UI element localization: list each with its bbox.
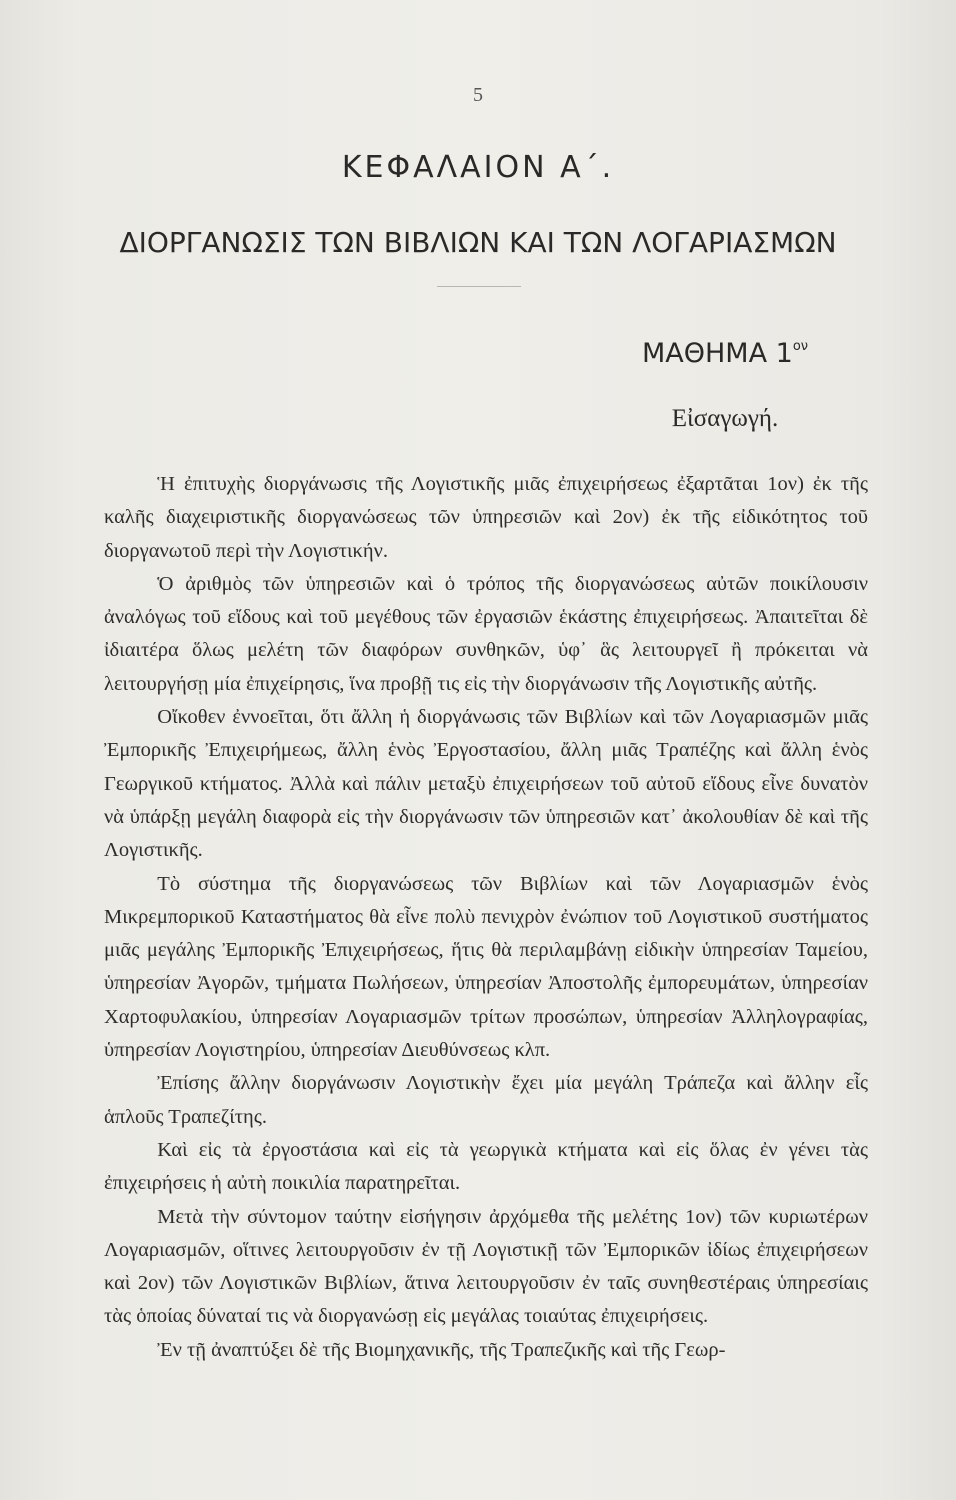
title-divider [437,286,521,287]
lesson-heading [580,338,870,369]
chapter-subtitle: ΔΙΟΡΓΑΝΩΣΙΣ ΤΩΝ ΒΙΒΛΙΩΝ ΚΑΙ ΤΩΝ ΛΟΓΑΡΙΑΣΜΩΝ [119,226,837,259]
body-text [104,468,868,1367]
paragraph: Τὸ σύστημα τῆς διοργανώσεως τῶν Βιβλίων καὶ τῶν Λογαριασμῶν ἑνὸς Μικρεμπορικοῦ Καταστήματος θὰ εἶνε πολὺ πενιχρὸν ἐνώπιον τοῦ Λογιστικοῦ συστήματος μιᾶς μεγάλης Ἐμπορικῆς Ἐπιχειρήσεως, ἥτις θὰ περιλαμβάνῃ εἰδικὴν ὑπηρεσίαν Ταμείου, ὑπηρεσίαν Ἀγορῶν, τμήματα Πωλήσεων, ὑπηρεσίαν Ἀποστολῆς ἐμπορευμάτων, ὑπηρεσίαν Χαρτοφυλακίου, ὑπηρεσίαν Λογαριασμῶν τρίτων προσώπων, ὑπηρεσίαν Ἀλληλογραφίας, ὑπηρεσίαν Λογιστηρίου, ὑπηρεσίαν Διευθύνσεως κλπ. [104,872,868,1062]
paragraph: Οἴκοθεν ἐννοεῖται, ὅτι ἄλλη ἡ διοργάνωσις τῶν Βιβλίων καὶ τῶν Λογαριασμῶν μιᾶς Ἐμπορικῆς Ἐπιχειρήμεως, ἄλλη ἑνὸς Ἐργοστασίου, ἄλλη μιᾶς Τραπέζης καὶ ἄλλη ἑνὸς Γεωργικοῦ κτήματος. Ἀλλὰ καὶ πάλιν μεταξὺ ἐπιχειρήσεων τοῦ αὐτοῦ εἴδους εἶνε δυνατὸν νὰ ὑπάρξῃ μεγάλη διαφορὰ εἰς τὴν διοργάνωσιν τῶν ὑπηρεσιῶν κατ᾽ ἀκολουθίαν δὲ καὶ τῆς Λογιστικῆς. [104,706,868,862]
paragraph: Μετὰ τὴν σύντομον ταύτην εἰσήγησιν ἀρχόμεθα τῆς μελέτης 1ον) τῶν κυριωτέρων Λογαριασμῶν, οἵτινες λειτουργοῦσιν ἐν τῇ Λογιστικῇ τῶν Ἐμπορικῶν ἰδίως ἐπιχειρήσεων καὶ 2ον) τῶν Λογιστικῶν Βιβλίων, ἅτινα λειτουργοῦσιν ἐν ταῖς συνηθεστέραις ὑπηρεσίαις τὰς ὁποίας δύναταί τις νὰ διοργανώσῃ εἰς μεγάλας τοιαύτας ἐπιχειρήσεις. [104,1205,868,1328]
paragraph: Καὶ εἰς τὰ ἐργοστάσια καὶ εἰς τὰ γεωργικὰ κτήματα καὶ εἰς ὅλας ἐν γένει τὰς ἐπιχειρήσεις ἡ αὐτὴ ποικιλία παρατηρεῖται. [104,1138,868,1195]
page-number: 5 [473,84,483,106]
paragraph: Ἐν τῇ ἀναπτύξει δὲ τῆς Βιομηχανικῆς, τῆς Τραπεζικῆς καὶ τῆς Γεωρ- [157,1338,726,1361]
paragraph: Ὁ ἀριθμὸς τῶν ὑπηρεσιῶν καὶ ὁ τρόπος τῆς διοργανώσεως αὐτῶν ποικίλουσιν ἀναλόγως τοῦ εἴδους καὶ τοῦ μεγέθους τῶν ἐργασιῶν ἑκάστης ἐπιχειρήσεως. Ἀπαιτεῖται δὲ ἰδιαιτέρα ὅλως μελέτη τῶν διαφόρων συνθηκῶν, ὑφ᾽ ἃς λειτουργεῖ ἢ πρόκειται νὰ λειτουργήσῃ μία ἐπιχείρησις, ἵνα προβῇ τις εἰς τὴν διοργάνωσιν τῆς Λογιστικῆς αὐτῆς. [104,572,868,695]
section-title: Εἰσαγωγή. [671,405,779,432]
chapter-title: ΚΕΦΑΛΑΙΟΝ Α΄. [341,150,615,185]
lesson-suffix: ον [792,339,809,354]
lesson-title: ΜΑΘΗΜΑ 1 [641,338,793,369]
paragraph: Ἐπίσης ἄλλην διοργάνωσιν Λογιστικὴν ἔχει μία μεγάλη Τράπεζα καὶ ἄλλην εἷς ἁπλοῦς Τραπεζίτης. [104,1072,868,1128]
paragraph: Ἡ ἐπιτυχὴς διοργάνωσις τῆς Λογιστικῆς μιᾶς ἐπιχειρήσεως ἐξαρτᾶται 1ον) ἐκ τῆς καλῆς διαχειριστικῆς διοργανώσεως τῶν ὑπηρεσιῶν καὶ 2ον) ἐκ τῆς εἰδικότητος τοῦ διοργανωτοῦ περὶ τὴν Λογιστικήν. [104,473,868,562]
